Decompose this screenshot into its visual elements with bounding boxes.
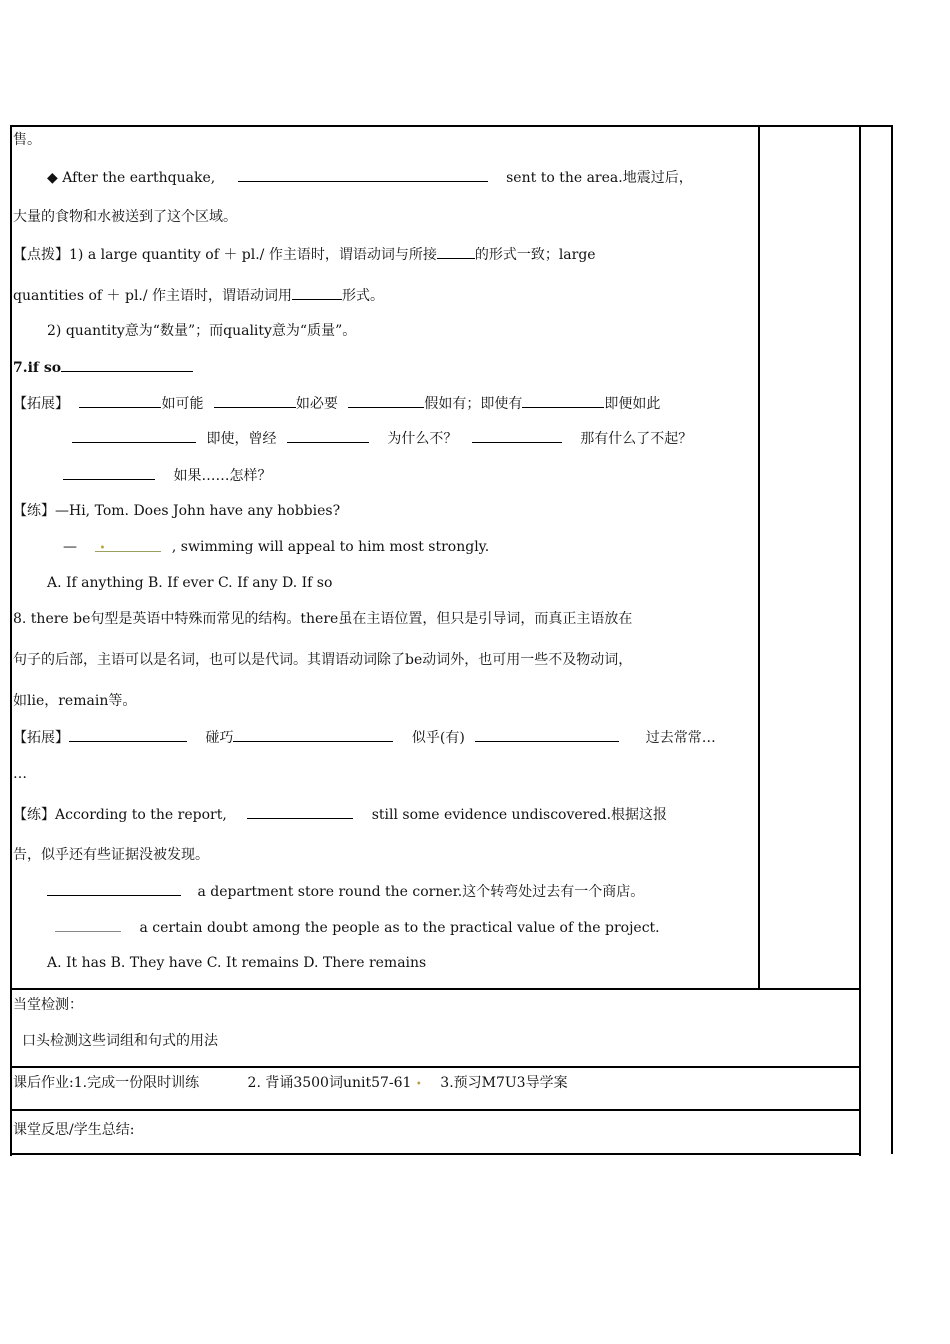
text-segment: 似乎(有) bbox=[411, 730, 465, 746]
text-line bbox=[47, 167, 693, 188]
decorative-dot-icon: • bbox=[415, 1079, 422, 1090]
fill-blank[interactable] bbox=[287, 428, 369, 443]
text-segment: , swimming will appeal to him most strongly. bbox=[171, 539, 490, 555]
text-line: A. It has B. They have C. It remains D. There remains bbox=[47, 955, 427, 971]
fill-blank[interactable] bbox=[55, 917, 121, 932]
text-segment: 如可能 bbox=[161, 396, 204, 412]
homework-item: 课后作业:1.完成一份限时训练 bbox=[13, 1075, 200, 1091]
text-line bbox=[72, 428, 692, 449]
check-body: 口头检测这些词组和句式的用法 bbox=[22, 1033, 218, 1049]
row-divider-2 bbox=[10, 1066, 861, 1068]
fill-blank[interactable] bbox=[47, 881, 181, 896]
text-line bbox=[13, 357, 193, 378]
text-segment: 假如有；即使有 bbox=[424, 396, 523, 412]
table-left-border bbox=[10, 125, 12, 1156]
text-line bbox=[13, 285, 384, 306]
right-edge-line bbox=[891, 125, 893, 1154]
fill-blank[interactable] bbox=[348, 393, 424, 408]
reflection-title: 课堂反思/学生总结: bbox=[13, 1122, 135, 1138]
fill-blank[interactable] bbox=[472, 428, 562, 443]
text-line: A. If anything B. If ever C. If any D. If so bbox=[47, 575, 333, 591]
fill-blank[interactable] bbox=[63, 465, 155, 480]
text-segment: still some evidence undiscovered.根据这报 bbox=[371, 807, 668, 823]
column-divider-2 bbox=[859, 125, 861, 1156]
text-segment: 为什么不？ bbox=[387, 431, 458, 447]
fill-blank[interactable] bbox=[214, 393, 296, 408]
table-bottom-border bbox=[10, 1153, 861, 1155]
text-line bbox=[63, 465, 271, 486]
text-segment: 那有什么了不起？ bbox=[580, 431, 693, 447]
text-segment: 即便如此 bbox=[604, 396, 661, 412]
text-line: … bbox=[13, 766, 27, 782]
fill-blank[interactable] bbox=[79, 393, 161, 408]
text-line bbox=[13, 244, 596, 265]
text-line bbox=[13, 393, 660, 414]
text-line: 2) quantity意为“数量”；而quality意为“质量”。 bbox=[47, 323, 357, 339]
fill-blank[interactable] bbox=[522, 393, 604, 408]
text-segment: 如必要 bbox=[295, 396, 338, 412]
fill-blank[interactable]: • bbox=[95, 537, 161, 552]
homework-item: 3.预习M7U3导学案 bbox=[440, 1075, 568, 1091]
text-segment: 的形式一致；large bbox=[474, 247, 596, 263]
row-divider-1 bbox=[10, 988, 861, 990]
text-segment: 即使，曾经 bbox=[206, 431, 277, 447]
fill-blank[interactable] bbox=[247, 804, 353, 819]
text-line bbox=[55, 917, 660, 938]
text-line: 8. there be句型是英语中特殊而常见的结构。there虽在主语位置，但只是引导词，而真正主语放在 bbox=[13, 611, 633, 627]
text-segment: 【拓展】 bbox=[13, 396, 69, 412]
text-segment: — bbox=[63, 539, 77, 555]
text-line: 【练】—Hi, Tom. Does John have any hobbies? bbox=[13, 503, 341, 519]
fill-blank[interactable] bbox=[292, 285, 342, 300]
homework-row bbox=[13, 1073, 568, 1095]
homework-item: 2. 背诵3500词unit57-61 bbox=[247, 1075, 412, 1091]
text-line bbox=[63, 537, 489, 557]
text-segment: 如果……怎样？ bbox=[173, 468, 272, 484]
text-line: 句子的后部，主语可以是名词，也可以是代词。其谓语动词除了be动词外，也可用一些不及物动词， bbox=[13, 652, 633, 668]
text-segment: 【点拨】1) a large quantity of ＋ pl./ 作主语时，谓语动词与所接 bbox=[13, 247, 437, 263]
fill-blank[interactable] bbox=[437, 244, 475, 259]
text-segment: quantities of ＋ pl./ 作主语时，谓语动词用 bbox=[13, 288, 293, 304]
row-divider-3 bbox=[10, 1109, 861, 1111]
check-title: 当堂检测： bbox=[13, 997, 83, 1013]
fill-blank[interactable] bbox=[238, 167, 488, 182]
text-line: 如lie，remain等。 bbox=[13, 693, 137, 709]
table-top-border bbox=[10, 125, 893, 127]
item-heading: 7.if so bbox=[13, 360, 62, 376]
column-divider-1 bbox=[758, 125, 760, 989]
text-segment: 过去常常… bbox=[645, 730, 716, 746]
text-segment: a department store round the corner.这个转弯处过去有一个商店。 bbox=[197, 884, 645, 900]
text-line bbox=[13, 804, 667, 825]
fill-blank[interactable] bbox=[475, 727, 619, 742]
fill-blank[interactable] bbox=[233, 727, 393, 742]
text-segment: sent to the area.地震过后， bbox=[506, 170, 693, 186]
text-line: 售。 bbox=[13, 132, 41, 148]
fill-blank[interactable] bbox=[72, 428, 196, 443]
text-segment: a certain doubt among the people as to the practical value of the project. bbox=[139, 920, 660, 936]
text-line: 告，似乎还有些证据没被发现。 bbox=[13, 847, 209, 863]
text-segment: ◆ After the earthquake, bbox=[47, 170, 216, 186]
text-line bbox=[13, 727, 716, 748]
fill-blank[interactable] bbox=[69, 727, 187, 742]
fill-blank[interactable] bbox=[61, 357, 193, 372]
text-line: 大量的食物和水被送到了这个区域。 bbox=[13, 209, 237, 225]
text-line bbox=[47, 881, 644, 902]
text-segment: 【练】According to the report, bbox=[13, 807, 227, 823]
text-segment: 【拓展】 bbox=[13, 730, 69, 746]
text-segment: 形式。 bbox=[342, 288, 385, 304]
text-segment: 碰巧 bbox=[205, 730, 234, 746]
